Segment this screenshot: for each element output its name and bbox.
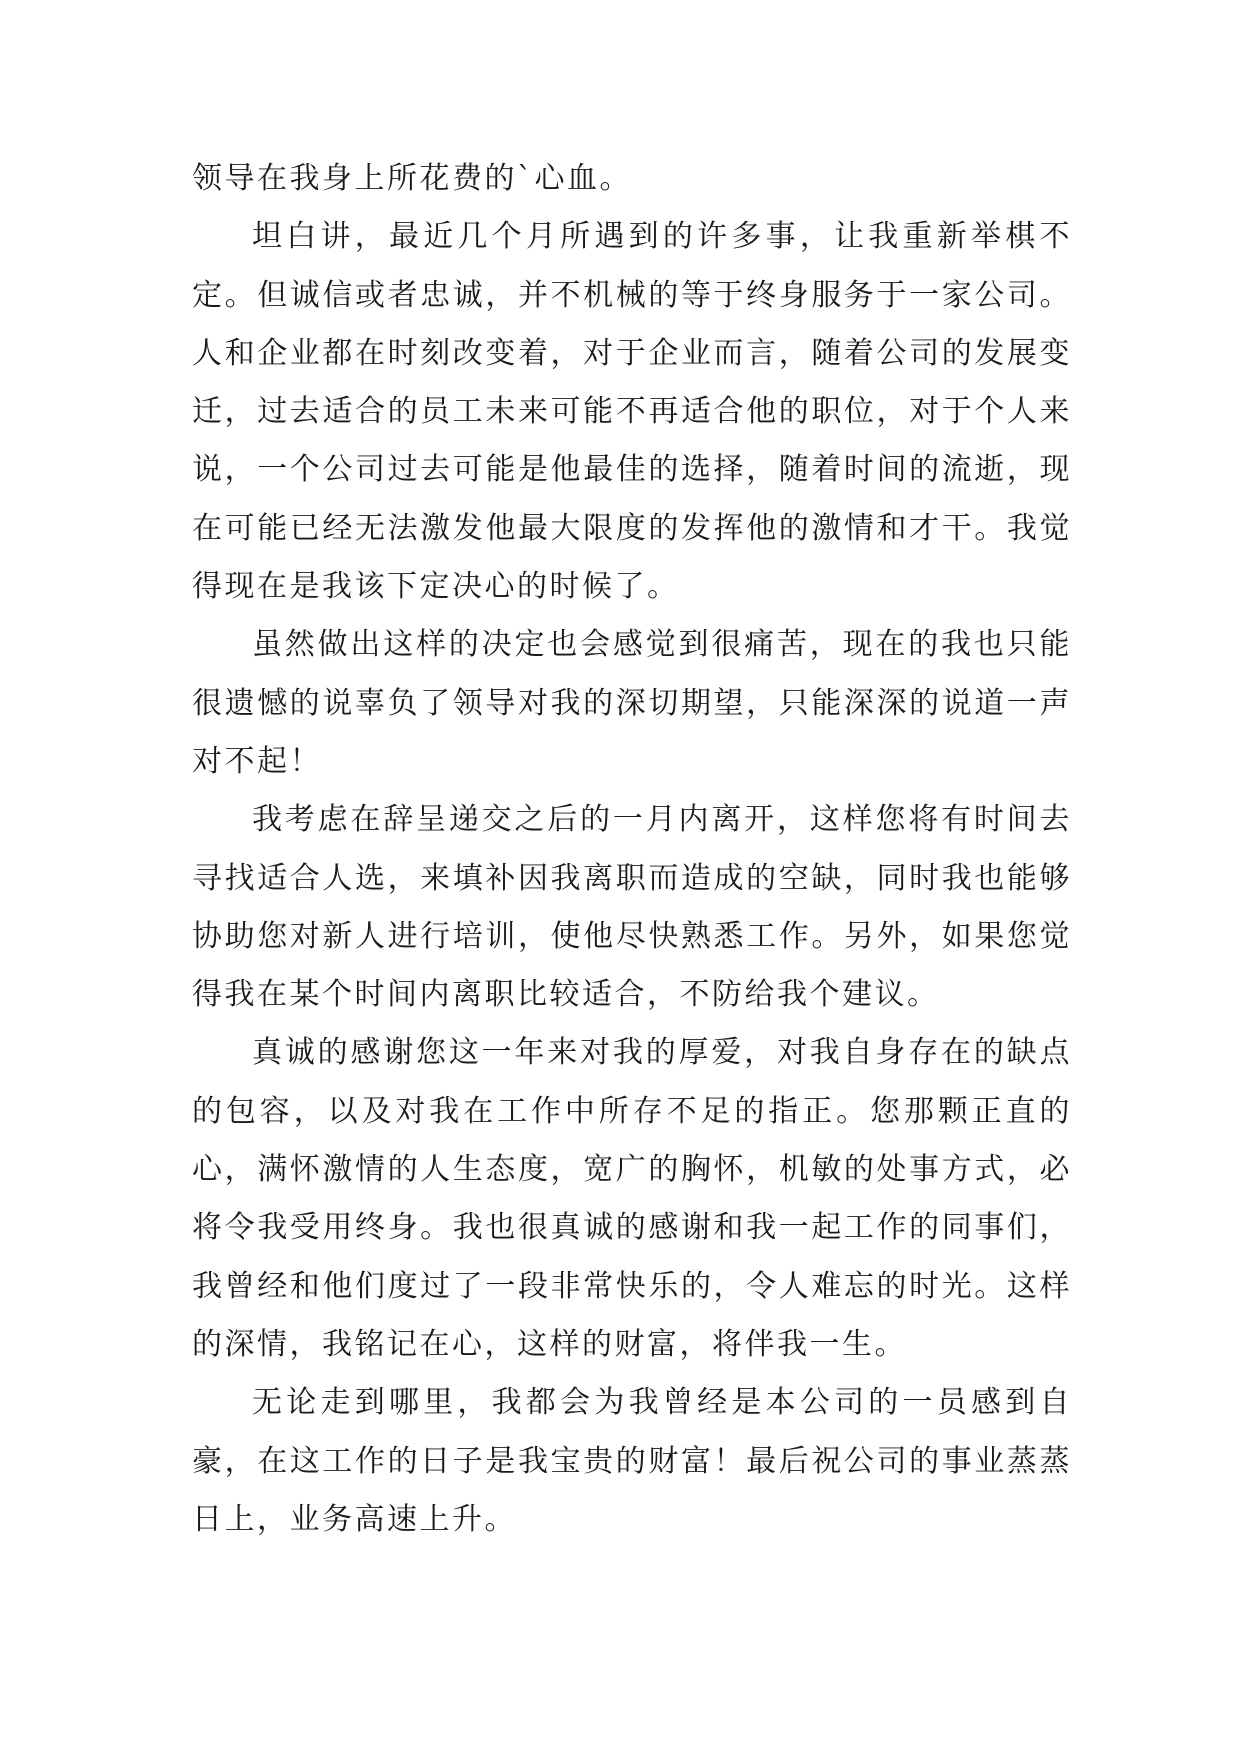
paragraph-reason: 坦白讲，最近几个月所遇到的许多事，让我重新举棋不定。但诚信或者忠诚，并不机械的等于终身服务于一家公司。人和企业都在时刻改变着，对于企业而言，随着公司的发展变迁，过去适合的员工未来可能不再适合他的职位，对于个人来说，一个公司过去可能是他最佳的选择，随着时间的流逝，现在可能已经无法激发他最大限度的发挥他的激情和才干。我觉得现在是我该下定决心的时候了。 <box>192 219 1072 605</box>
letter-body <box>192 150 1072 1549</box>
paragraph-closing-wishes: 无论走到哪里，我都会为我曾经是本公司的一员感到自豪，在这工作的日子是我宝贵的财富！最后祝公司的事业蒸蒸日上，业务高速上升。 <box>192 1385 1072 1537</box>
paragraph-gratitude: 真诚的感谢您这一年来对我的厚爱，对我自身存在的缺点的包容，以及对我在工作中所存不足的指正。您那颗正直的心，满怀激情的人生态度，宽广的胸怀，机敏的处事方式，必将令我受用终身。我也很真诚的感谢和我一起工作的同事们，我曾经和他们度过了一段非常快乐的，令人难忘的时光。这样的深情，我铭记在心，这样的财富，将伴我一生。 <box>192 1035 1072 1362</box>
paragraph-transition-plan: 我考虑在辞呈递交之后的一月内离开，这样您将有时间去寻找适合人选，来填补因我离职而造成的空缺，同时我也能够协助您对新人进行培训，使他尽快熟悉工作。另外，如果您觉得我在某个时间内离职比较适合，不防给我个建议。 <box>192 802 1072 1013</box>
paragraph-continuation: 领导在我身上所花费的`心血。 <box>192 161 632 196</box>
paragraph-apology: 虽然做出这样的决定也会感觉到很痛苦，现在的我也只能很遗憾的说辜负了领导对我的深切期望，只能深深的说道一声对不起！ <box>192 627 1072 779</box>
